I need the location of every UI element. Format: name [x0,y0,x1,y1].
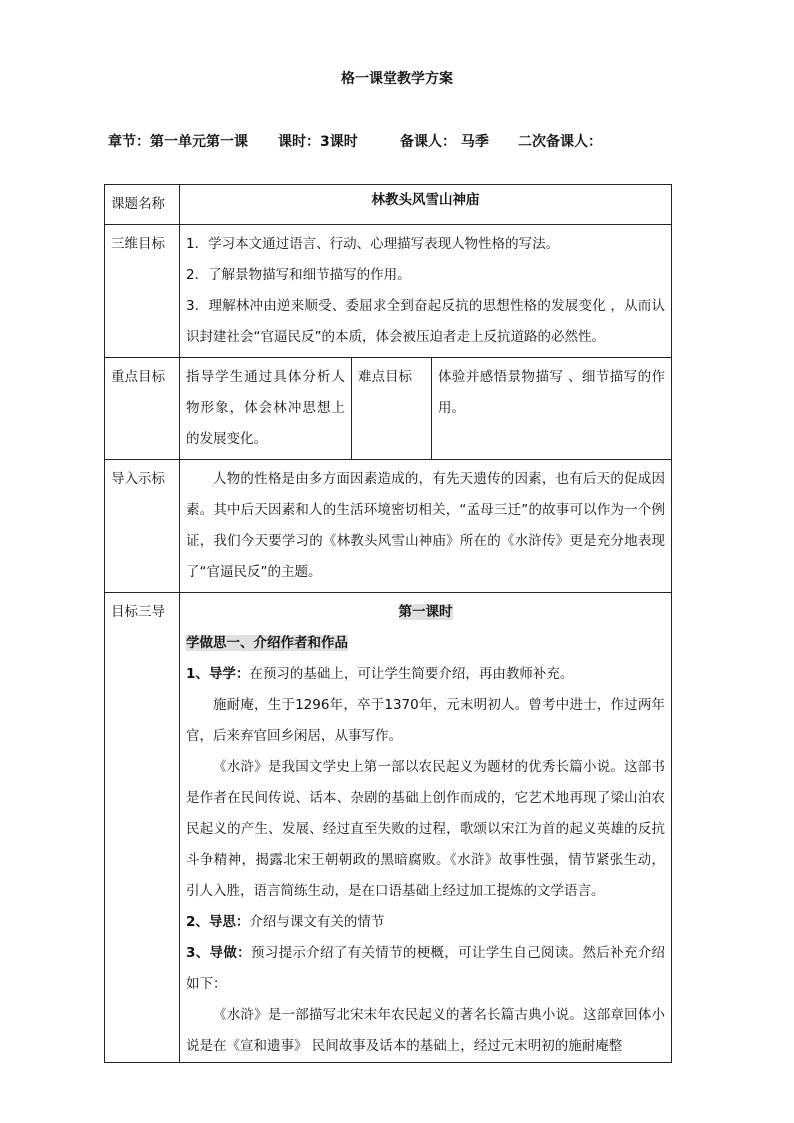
goals-cell [180,225,672,358]
step-3 [186,938,665,1000]
novel-paragraph: 《水浒》是我国文学史上第一部以农民起义为题材的优秀长篇小说。这部书是作者在民间传说、话本、杂剧的基础上创作而成的，它艺术地再现了梁山泊农民起义的产生、发展、经过直至失败的过程，歌颂以宋江为首的起义英雄的反抗斗争精神，揭露北宋王朝朝政的黑暗腐败。《水浒》故事性强，情节紧张生动，引人入胜，语言简练生动，是在口语基础上经过加工提炼的文学语言。 [186,759,666,899]
hours-info: 课时：3课时 [278,134,358,150]
goals-label: 三维目标 [105,225,180,358]
row-goals [105,225,672,358]
goal-item: 3．理解林冲由逆来顺受、委屈求全到奋起反抗的思想性格的发展变化 ，从而认识封建社会“官逼民反”的本质，体会被压迫者走上反抗道路的必然性。 [186,298,666,345]
step-3-head: 3、导做： [186,945,251,961]
guide-label: 目标三导 [105,593,180,1063]
section-title [186,628,665,659]
author-paragraph: 施耐庵，生于1296年，卒于1370年，元末明初人。曾考中进士，作过两年官，后来弃官回乡闲居，从事写作。 [186,697,666,744]
topic-value: 林教头风雪山神庙 [180,185,672,225]
final-paragraph: 《水浒》是一部描写北宋末年农民起义的著名长篇古典小说。这部章回体小说是在《宣和遗事》 民间故事及话本的基础上，经过元末明初的施耐庵整 [186,1007,666,1054]
row-key-difficult [105,358,672,460]
chapter-info: 章节：第一单元第一课 [108,134,248,150]
document-title: 格一课堂教学方案 [341,71,453,87]
step-2-text: 介绍与课文有关的情节 [249,914,385,930]
lesson-plan-table [104,184,672,1063]
preparer-info: 备课人： 马季 [400,134,489,150]
meta-line [108,131,602,151]
guide-content [180,593,672,1063]
topic-label: 课题名称 [105,185,180,225]
step-3-text: 预习提示介绍了有关情节的梗概，可让学生自己阅读。然后补充介绍如下： [186,945,666,992]
step-1-head: 1、导学： [186,666,250,682]
key-value: 指导学生通过具体分析人物形象，体会林冲思想上的发展变化。 [180,358,352,460]
key-label: 重点目标 [105,358,180,460]
difficult-value: 体验并感悟景物描写 、细节描写的作用。 [432,358,672,460]
intro-value: 人物的性格是由多方面因素造成的，有先天遗传的因素，也有后天的促成因素。其中后天因素和人的生活环境密切相关，“孟母三迁”的故事可以作为一个例证，我们今天要学习的《林教头风雪山神庙》所在的《水浒传》更是充分地表现了“官逼民反”的主题。 [180,460,672,593]
step-2 [186,907,665,938]
step-1 [186,659,665,690]
intro-label: 导入示标 [105,460,180,593]
step-2-head: 2、导思： [186,914,250,930]
step-1-text: 在预习的基础上，可让学生简要介绍，再由教师补充。 [249,666,574,682]
row-intro [105,460,672,593]
second-preparer-info: 二次备课人： [518,134,602,150]
difficult-label: 难点目标 [352,358,432,460]
lesson-title-text: 第一课时 [398,604,453,620]
lesson-title [186,597,665,628]
row-guide [105,593,672,1063]
row-topic [105,185,672,225]
goal-item: 2．了解景物描写和细节描写的作用。 [186,267,411,283]
section-title-text: 学做思一、介绍作者和作品 [186,635,348,651]
goal-item: 1．学习本文通过语言、行动、心理描写表现人物性格的写法。 [186,236,560,252]
